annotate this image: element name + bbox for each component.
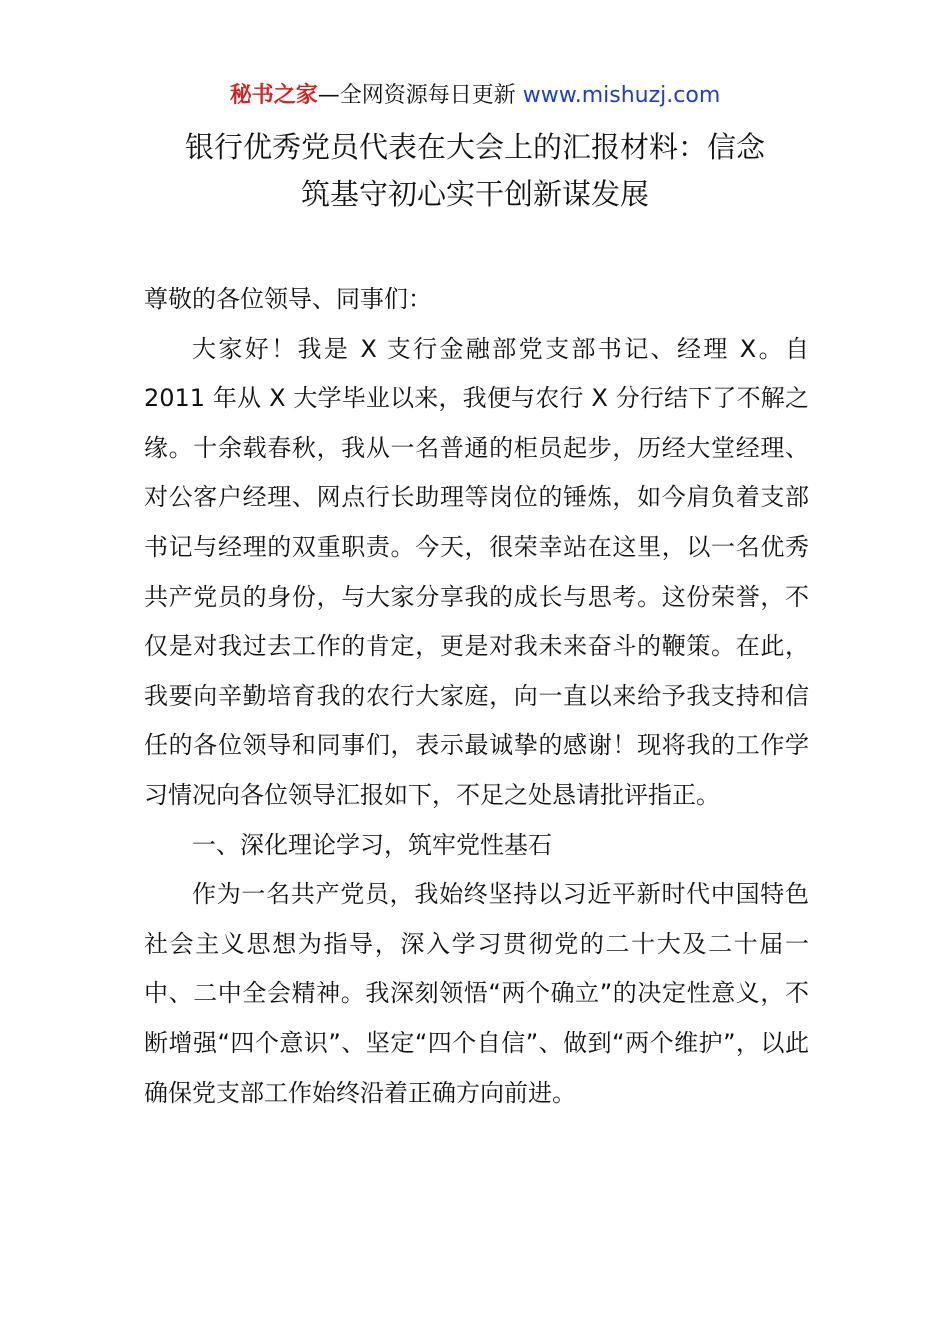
site-url[interactable]: www.mishuzj.com (522, 83, 721, 108)
document-body (144, 275, 809, 1118)
document-title (100, 124, 850, 218)
site-header (0, 78, 950, 114)
brand-name: 秘书之家 (229, 83, 318, 108)
title-line-1: 银行优秀党员代表在大会上的汇报材料：信念 (184, 130, 765, 164)
paragraph-section-1: 作为一名共产党员，我始终坚持以习近平新时代中国特色社会主义思想为指导，深入学习贯彻党的二十大及二十届一中、二中全会精神。我深刻领悟“两个确立”的决定性意义，不断增强“四个意识”、坚定“四个自信”、做到“两个维护”，以此确保党支部工作始终沿着正确方向前进。 (144, 880, 809, 1107)
header-tagline: —全网资源每日更新 (317, 83, 516, 108)
title-line-2: 筑基守初心实干创新谋发展 (300, 177, 649, 211)
paragraph-intro: 大家好！我是 X 支行金融部党支部书记、经理 X。自 2011 年从 X 大学毕业以来，我便与农行 X 分行结下了不解之缘。十余载春秋，我从一名普通的柜员起步，历经大堂经理、对公客户经理、网点行长助理等岗位的锤炼，如今肩负着支部书记与经理的双重职责。今天，很荣幸站在这里，以一名优秀共产党员的身份，与大家分享我的成长与思考。这份荣誉，不仅是对我过去工作的肯定，更是对我未来奋斗的鞭策。在此，我要向辛勤培育我的农行大家庭，向一直以来给予我支持和信任的各位领导和同事们，表示最诚挚的感谢！现将我的工作学习情况向各位领导汇报如下，不足之处恳请批评指正。 (144, 334, 809, 809)
section-heading-1: 一、深化理论学习，筑牢党性基石 (192, 830, 552, 859)
salutation: 尊敬的各位领导、同事们： (144, 285, 432, 313)
